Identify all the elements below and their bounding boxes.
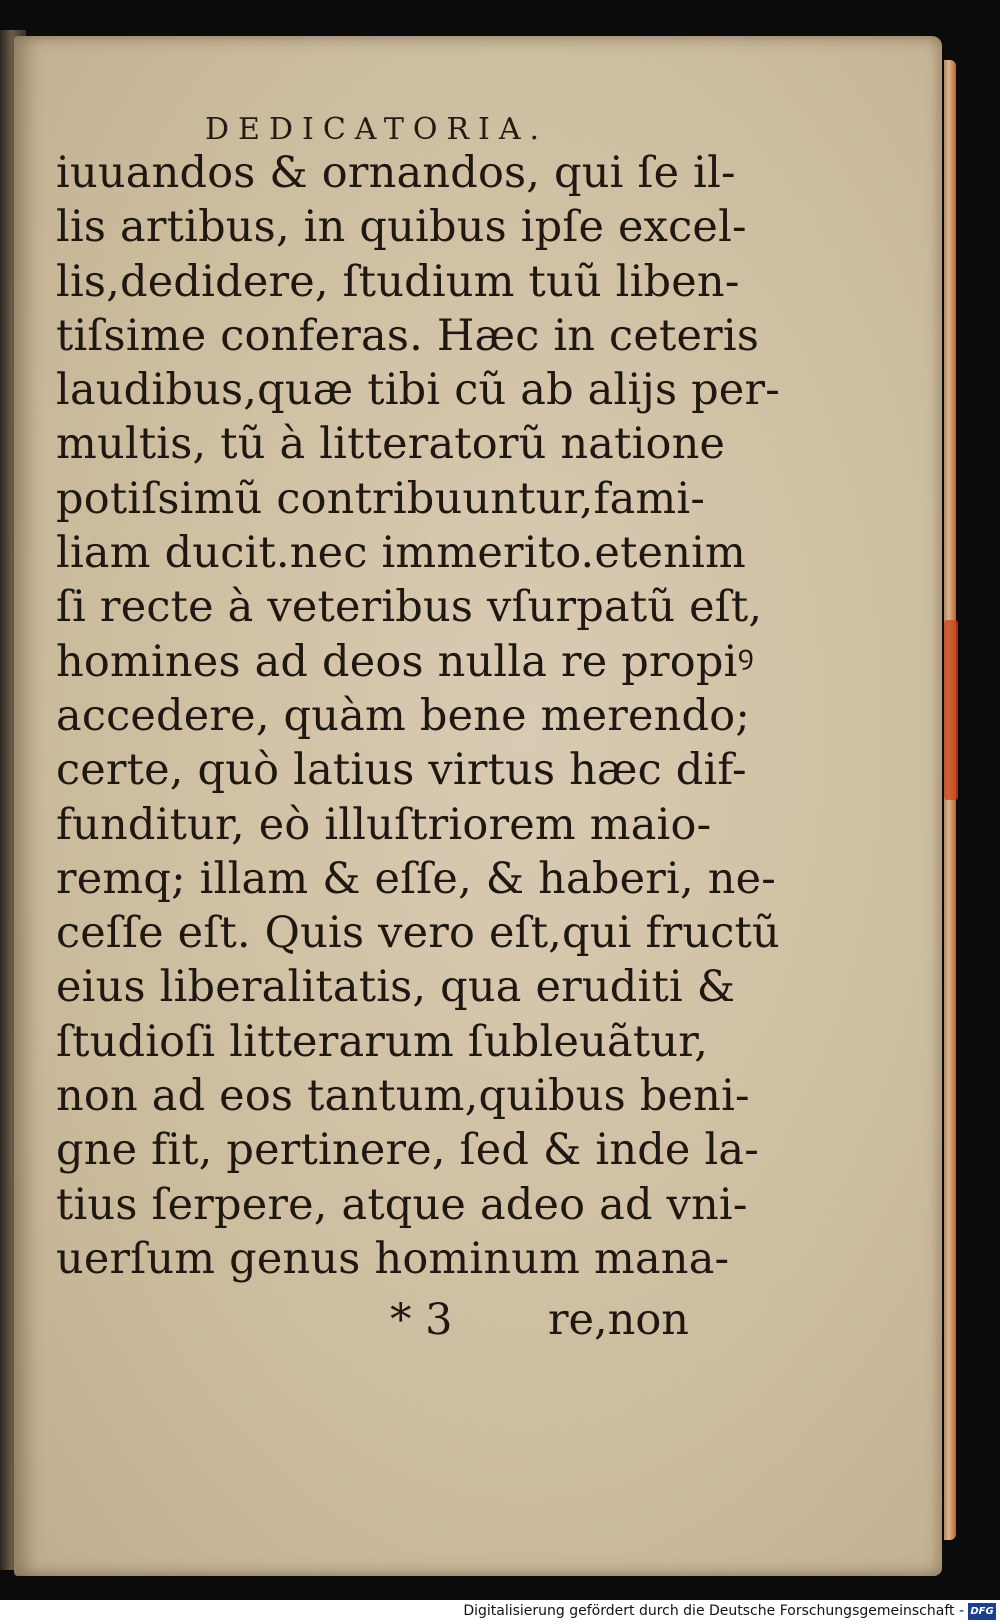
text-line: funditur, eò illuſtriorem maio- — [56, 799, 712, 850]
text-line: ſtudioſi litterarum ſubleuãtur, — [56, 1016, 709, 1067]
catchword: re,non — [548, 1295, 689, 1345]
text-line: tius ſerpere, atque adeo ad vni- — [56, 1179, 748, 1230]
page-edge — [944, 60, 956, 1540]
text-line: ſi recte à veteribus vſurpatũ eſt, — [56, 582, 763, 633]
text-line: tiſsime conferas. Hæc in ceteris — [56, 310, 760, 361]
text-line: accedere, quàm bene merendo; — [56, 690, 751, 741]
footer-bar — [0, 1600, 1000, 1624]
text-line: uerſum genus hominum mana- — [56, 1233, 730, 1284]
text-line: lis,dedidere, ſtudium tuũ liben- — [56, 256, 740, 307]
text-line: non ad eos tantum,quibus beni- — [56, 1071, 750, 1122]
text-line: laudibus,quæ tibi cũ ab alijs per- — [56, 365, 780, 416]
text-line: iuuandos & ornandos, qui ſe il- — [56, 148, 736, 198]
funding-credit: Digitalisierung gefördert durch die Deutsche Forschungsgemeinschaft - — [463, 1603, 964, 1619]
text-line: homines ad deos nulla re propiꝰ — [56, 636, 755, 687]
running-head: DEDICATORIA. — [205, 112, 549, 147]
body-text — [56, 146, 780, 1286]
text-line: ceſſe eſt. Quis vero eſt,qui fructũ — [56, 908, 780, 959]
text-line: eius liberalitatis, qua eruditi & — [56, 962, 736, 1013]
text-line: potiſsimũ contribuuntur,fami- — [56, 473, 706, 524]
red-edge-stain — [944, 620, 958, 800]
text-line: liam ducit.nec immerito.etenim — [56, 528, 747, 579]
text-line: certe, quò latius virtus hæc dif- — [56, 745, 747, 796]
signature-mark: * 3 — [390, 1295, 453, 1345]
text-line: multis, tũ à litteratorũ natione — [56, 419, 726, 470]
text-line: remq; illam & eſſe, & haberi, ne- — [56, 853, 776, 904]
text-line: gne fit, pertinere, ſed & inde la- — [56, 1125, 759, 1176]
text-line: lis artibus, in quibus ipſe excel- — [56, 202, 747, 253]
dfg-logo-icon: DFG — [968, 1603, 996, 1620]
